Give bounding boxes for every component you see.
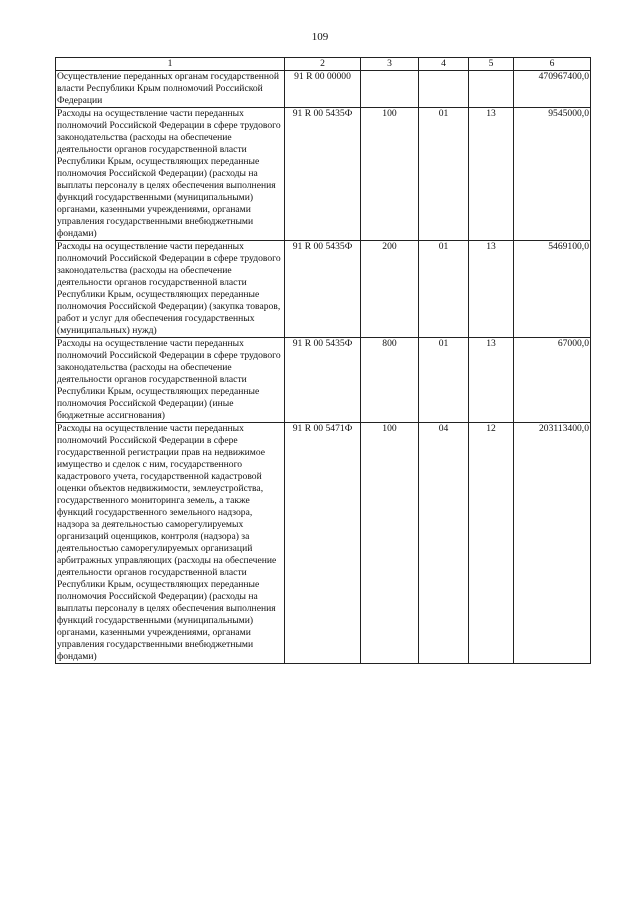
table-row (56, 241, 591, 338)
row-code: 91 R 00 00000 (285, 71, 361, 108)
row-vr: 100 (361, 423, 419, 664)
header-row (56, 58, 591, 71)
column-header-pr: 5 (469, 58, 514, 71)
row-code: 91 R 00 5435Ф (285, 338, 361, 423)
row-vr: 800 (361, 338, 419, 423)
column-header-name: 1 (56, 58, 285, 71)
column-header-code: 2 (285, 58, 361, 71)
table-row (56, 71, 591, 108)
row-pr: 12 (469, 423, 514, 664)
budget-table (55, 57, 591, 664)
row-vr: 200 (361, 241, 419, 338)
row-amount: 5469100,0 (514, 241, 591, 338)
row-name: Расходы на осуществление части переданных полномочий Российской Федерации в сфере трудового законодательства (расходы на обеспечение деятельности органов государственной власти Республики Крым, осуществляющих переданные полномочия Российской Федерации) (расходы на выплаты персоналу в целях обеспечения выполнения функций государственными (муниципальными) органами, казенными учреждениями, органами управления государственными внебюджетными фондами) (56, 108, 285, 241)
row-rz: 01 (419, 108, 469, 241)
row-rz (419, 71, 469, 108)
row-rz: 04 (419, 423, 469, 664)
row-pr: 13 (469, 338, 514, 423)
row-amount: 67000,0 (514, 338, 591, 423)
row-name: Расходы на осуществление части переданных полномочий Российской Федерации в сфере государственной регистрации прав на недвижимое имущество и сделок с ним, государственного кадастрового учета, государственной кадастровой оценки объектов недвижимости, землеустройства, государственного мониторинга земель, а также функций государственного земельного надзора, надзора за деятельностью саморегулируемых организаций оценщиков, контроля (надзора) за деятельностью саморегулируемых организаций арбитражных управляющих (расходы на обеспечение деятельности органов государственной власти Республики Крым, осуществляющих переданные полномочия Российской Федерации) (расходы на выплаты персоналу в целях обеспечения выполнения функций государственными (муниципальными) органами, казенными учреждениями, органами управления государственными внебюджетными фондами) (56, 423, 285, 664)
row-pr: 13 (469, 241, 514, 338)
row-rz: 01 (419, 241, 469, 338)
row-amount: 9545000,0 (514, 108, 591, 241)
row-pr: 13 (469, 108, 514, 241)
row-name: Расходы на осуществление части переданных полномочий Российской Федерации в сфере трудового законодательства (расходы на обеспечение деятельности органов государственной власти Республики Крым, осуществляющих переданные полномочия Российской Федерации) (иные бюджетные ассигнования) (56, 338, 285, 423)
table-row (56, 338, 591, 423)
row-amount: 470967400,0 (514, 71, 591, 108)
row-code: 91 R 00 5435Ф (285, 108, 361, 241)
column-header-amount: 6 (514, 58, 591, 71)
row-name: Осуществление переданных органам государственной власти Республики Крым полномочий Российской Федерации (56, 71, 285, 108)
row-code: 91 R 00 5435Ф (285, 241, 361, 338)
column-header-rz: 4 (419, 58, 469, 71)
table-row (56, 423, 591, 664)
row-code: 91 R 00 5471Ф (285, 423, 361, 664)
page-number: 109 (311, 31, 329, 43)
row-name: Расходы на осуществление части переданных полномочий Российской Федерации в сфере трудового законодательства (расходы на обеспечение деятельности органов государственной власти Республики Крым, осуществляющих переданные полномочия Российской Федерации) (закупка товаров, работ и услуг для обеспечения государственных (муниципальных) нужд) (56, 241, 285, 338)
row-vr (361, 71, 419, 108)
column-header-vr: 3 (361, 58, 419, 71)
row-rz: 01 (419, 338, 469, 423)
row-vr: 100 (361, 108, 419, 241)
row-amount: 203113400,0 (514, 423, 591, 664)
row-pr (469, 71, 514, 108)
table-row (56, 108, 591, 241)
